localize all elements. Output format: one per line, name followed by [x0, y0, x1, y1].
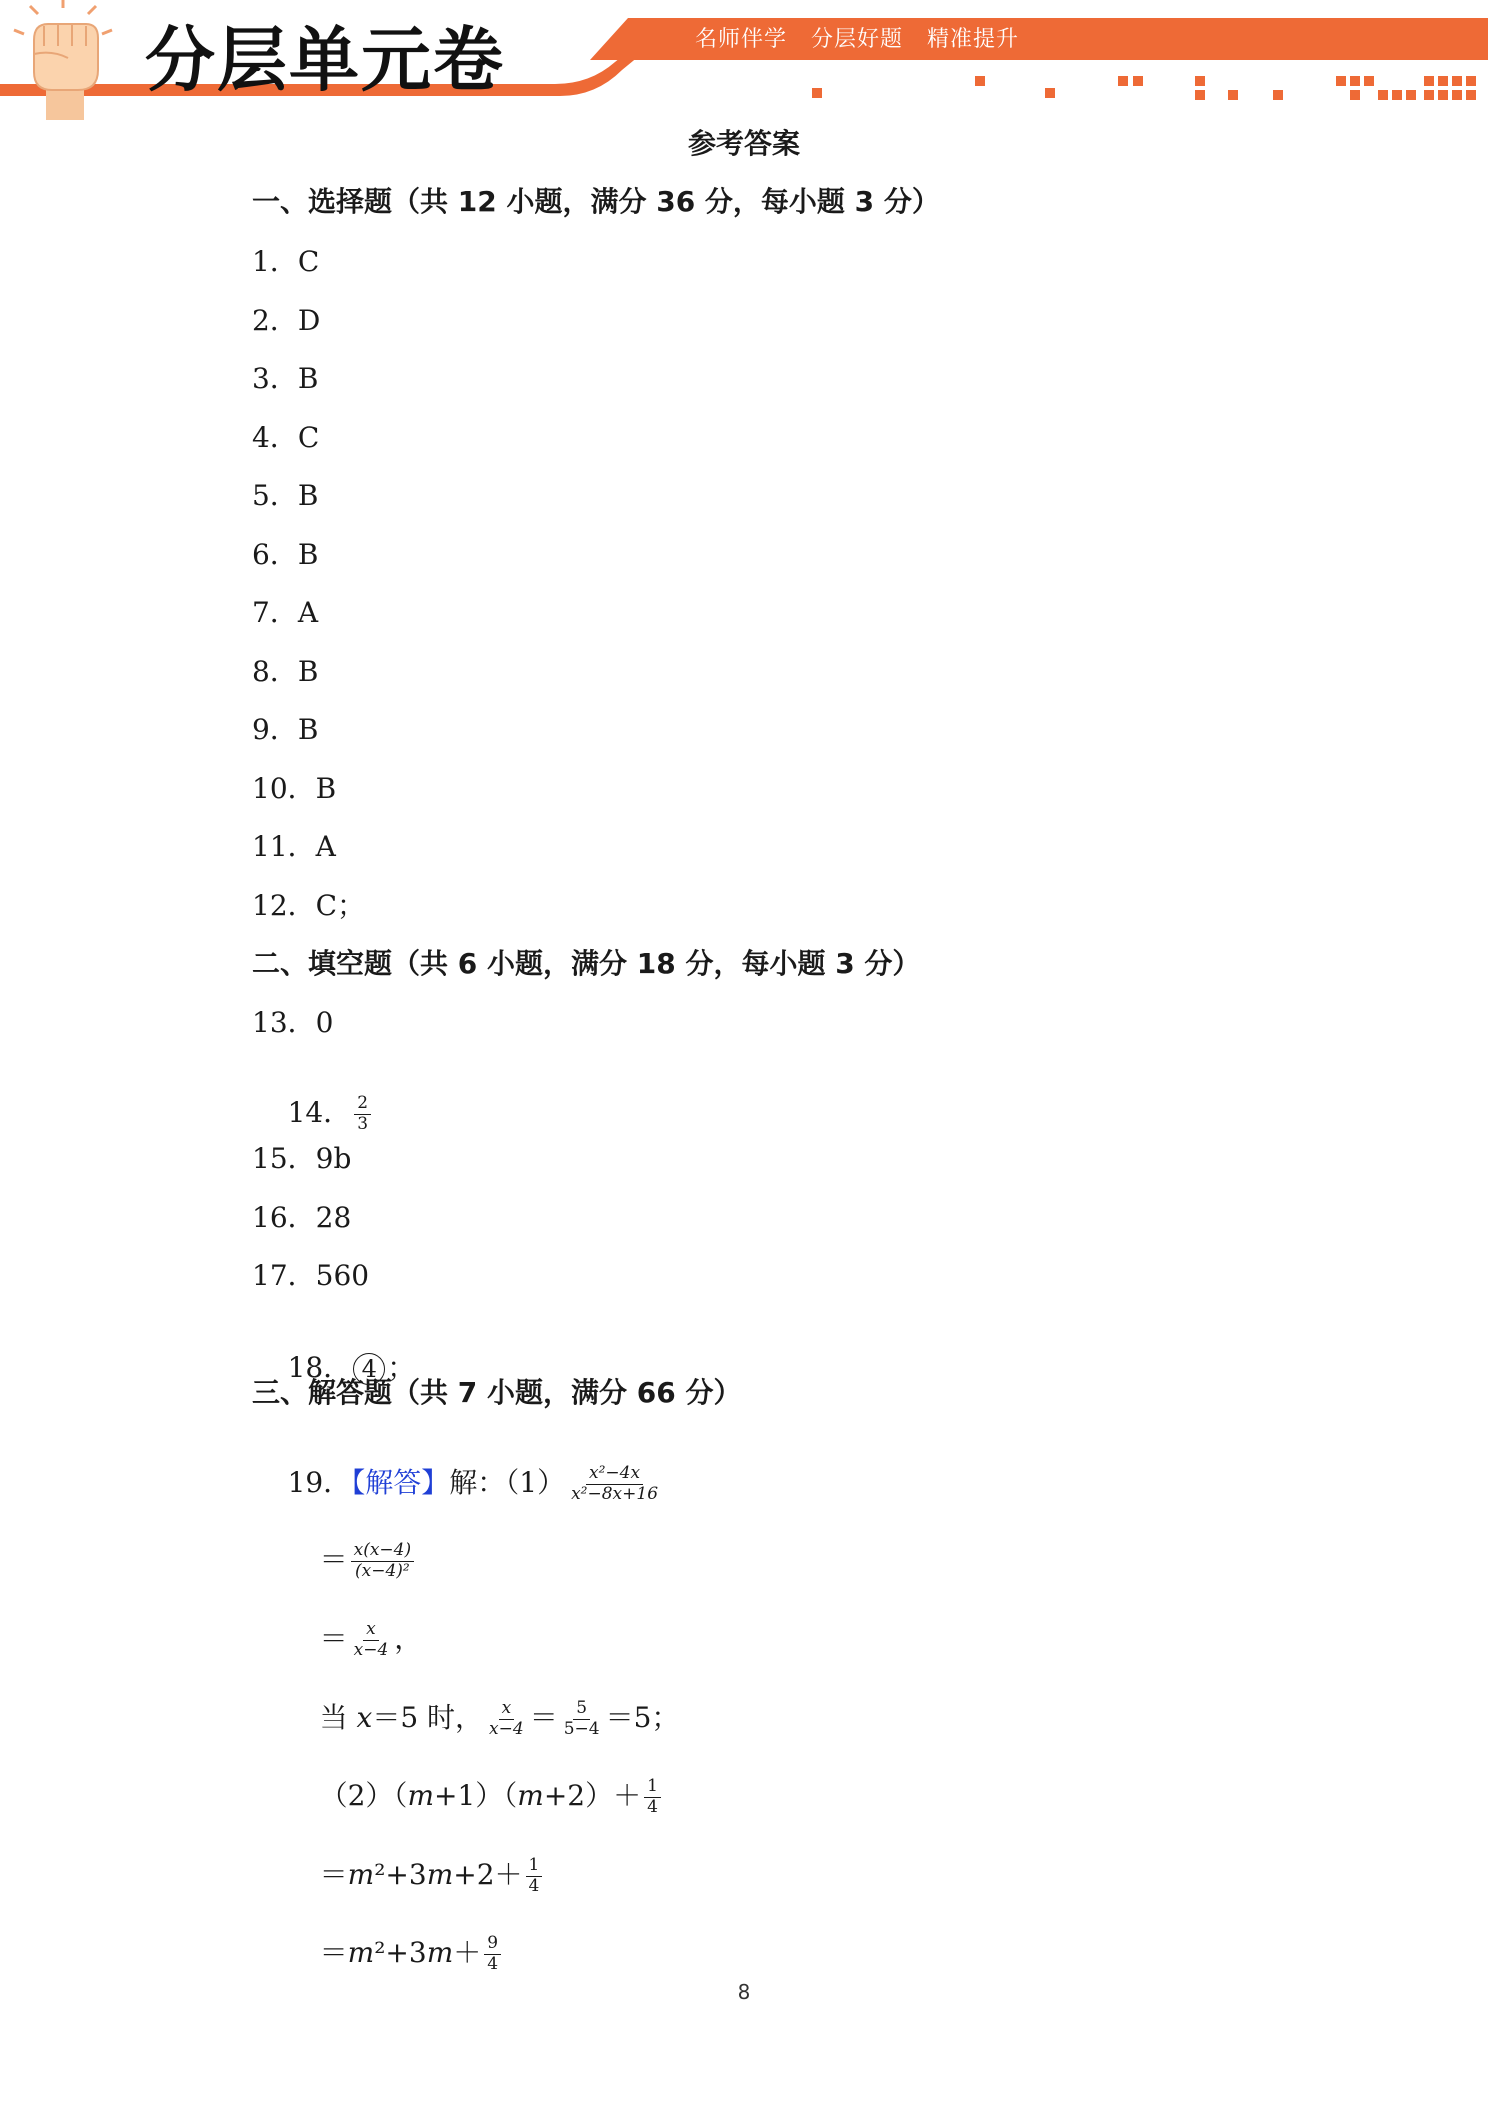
answer-2: 2．D — [252, 304, 321, 337]
answer-8: 8．B — [252, 655, 319, 688]
header-slogan: 名师伴学 分层好题 精准提升 — [695, 27, 1019, 52]
answer-7: 7．A — [252, 596, 319, 629]
section-heading-choice: 一、选择题（共 12 小题，满分 36 分，每小题 3 分） — [252, 185, 940, 218]
page-number: 8 — [737, 1980, 751, 2004]
q19-line-7: ＝m²+3m＋ $\frac{9}{4}$ — [284, 1898, 504, 2008]
answer-16: 16．28 — [252, 1201, 352, 1234]
fraction: $\frac{2}{3}$ — [354, 1094, 371, 1134]
page-title: 参考答案 — [687, 127, 800, 160]
raised-fist-icon — [8, 0, 118, 120]
answer-17: 17．560 — [252, 1259, 370, 1292]
fraction: $\frac{5}{5-4}$ — [563, 1698, 600, 1739]
answer-tag: 【解答】 — [351, 1466, 450, 1499]
header-banner — [0, 0, 1488, 125]
answer-10: 10．B — [252, 772, 337, 805]
answer-14-label: 14． — [287, 1096, 352, 1129]
answer-6: 6．B — [252, 538, 319, 571]
q19-line-3: ＝ $\frac{x}{x-4}$ ， — [319, 1619, 423, 1660]
q19-line-4: 当 x＝5 时， $\frac{x}{x-4}$ ＝ $\frac{5}{5-4}$ ＝5； — [319, 1698, 680, 1739]
fraction: $\frac{\text{x²−4x}}{\text{x²−8x+16}}$ — [571, 1463, 659, 1504]
q19-line-2: ＝ $\frac{x(x-4)}{\text{(x−4)²}}$ — [284, 1505, 417, 1615]
q19-line-1: 19．【解答】解：（1） $\frac{\text{x²−4x}}{\text{x²−8x+16}}$ — [252, 1428, 664, 1538]
answer-13: 13．0 — [252, 1006, 334, 1039]
fraction: $\frac{1}{4}$ — [644, 1777, 661, 1817]
fraction: $\frac{x}{x-4}$ — [353, 1619, 389, 1660]
q19-line-5: （2）（m+1）（m+2）＋ $\frac{1}{4}$ — [284, 1741, 664, 1851]
answer-18: 18． 4 ； — [287, 1351, 416, 1384]
fraction: $\frac{x}{x-4}$ — [489, 1698, 524, 1739]
answer-12: 12．C； — [252, 889, 366, 922]
section-heading-solve: 三、解答题（共 7 小题，满分 66 分） — [252, 1376, 742, 1409]
answer-9: 9．B — [252, 713, 319, 746]
brand-title: 分层单元卷 — [145, 19, 505, 101]
section-heading-fill: 二、填空题（共 6 小题，满分 18 分，每小题 3 分） — [252, 947, 921, 980]
answer-5: 5．B — [252, 479, 319, 512]
fraction: $\frac{1}{4}$ — [526, 1856, 543, 1896]
answer-1: 1．C — [252, 245, 320, 278]
answer-4: 4．C — [252, 421, 320, 454]
q19-line-6: ＝m²+3m+2＋ $\frac{1}{4}$ — [284, 1820, 545, 1930]
answer-15: 15．9b — [252, 1142, 352, 1175]
fraction: $\frac{9}{4}$ — [484, 1934, 501, 1974]
answer-3: 3．B — [252, 362, 319, 395]
fraction: $\frac{x(x-4)}{\text{(x−4)²}}$ — [351, 1541, 415, 1581]
circled-number: 4 — [353, 1353, 385, 1385]
answer-18-label: 18． — [287, 1351, 352, 1384]
answer-11: 11．A — [252, 830, 336, 863]
